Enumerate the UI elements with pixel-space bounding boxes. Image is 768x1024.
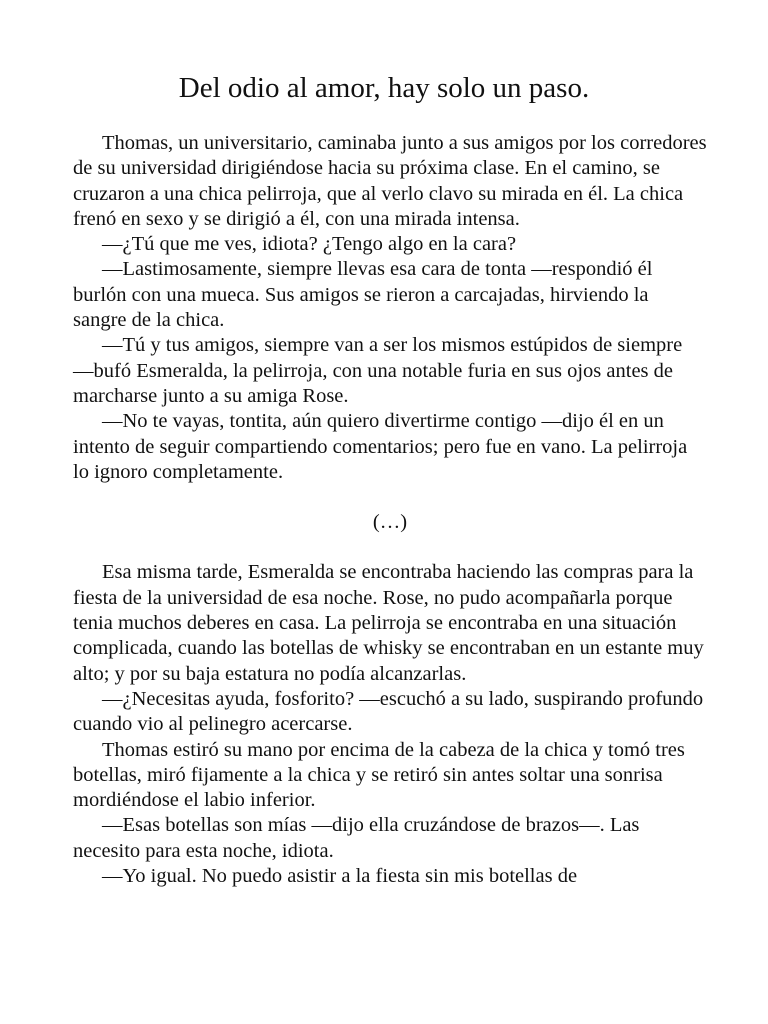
- paragraph: Esa misma tarde, Esmeralda se encontraba haciendo las compras para la fiesta de la universidad de esa noche. Rose, no pudo acompañarla porque tenia muchos deberes en casa. La pelirroja se encontraba en una situación complicada, cuando las botellas de whisky se encontraban en un estante muy alto; y por su baja estatura no podía alcanzarlas.: [73, 561, 704, 685]
- document-body: [73, 131, 707, 889]
- paragraph: —Lastimosamente, siempre llevas esa cara de tonta —respondió él burlón con una mueca. Sus amigos se rieron a carcajadas, hirviendo la sangre de la chica.: [73, 258, 653, 332]
- paragraph: —Yo igual. No puedo asistir a la fiesta sin mis botellas de: [102, 865, 578, 888]
- paragraph: —¿Tú que me ves, idiota? ¿Tengo algo en la cara?: [102, 233, 517, 256]
- paragraph: —Esas botellas son mías —dijo ella cruzándose de brazos—. Las necesito para esta noche, idiota.: [73, 814, 640, 862]
- section-separator: (…): [372, 511, 408, 534]
- paragraph: —¿Necesitas ayuda, fosforito? —escuchó a su lado, suspirando profundo cuando vio al pelinegro acercarse.: [73, 687, 704, 736]
- paragraph: —Tú y tus amigos, siempre van a ser los mismos estúpidos de siempre —bufó Esmeralda, la pelirroja, con una notable furia en sus ojos antes de marcharse junto a su amiga Rose.: [73, 334, 683, 407]
- document-title: Del odio al amor, hay solo un paso.: [178, 72, 590, 104]
- paragraph: Thomas, un universitario, caminaba junto a sus amigos por los corredores de su universidad dirigiéndose hacia su próxima clase. En el camino, se cruzaron a una chica pelirroja, que al verlo clavo su mirada en él. La chica frenó en sexo y se dirigió a él, con una mirada intensa.: [73, 132, 707, 230]
- paragraph: Thomas estiró su mano por encima de la cabeza de la chica y tomó tres botellas, miró fijamente a la chica y se retiró sin antes soltar una sonrisa mordiéndose el labio inferior.: [73, 738, 685, 812]
- paragraph: —No te vayas, tontita, aún quiero divertirme contigo —dijo él en un intento de seguir compartiendo comentarios; pero fue en vano. La pelirroja lo ignoro completamente.: [73, 410, 688, 483]
